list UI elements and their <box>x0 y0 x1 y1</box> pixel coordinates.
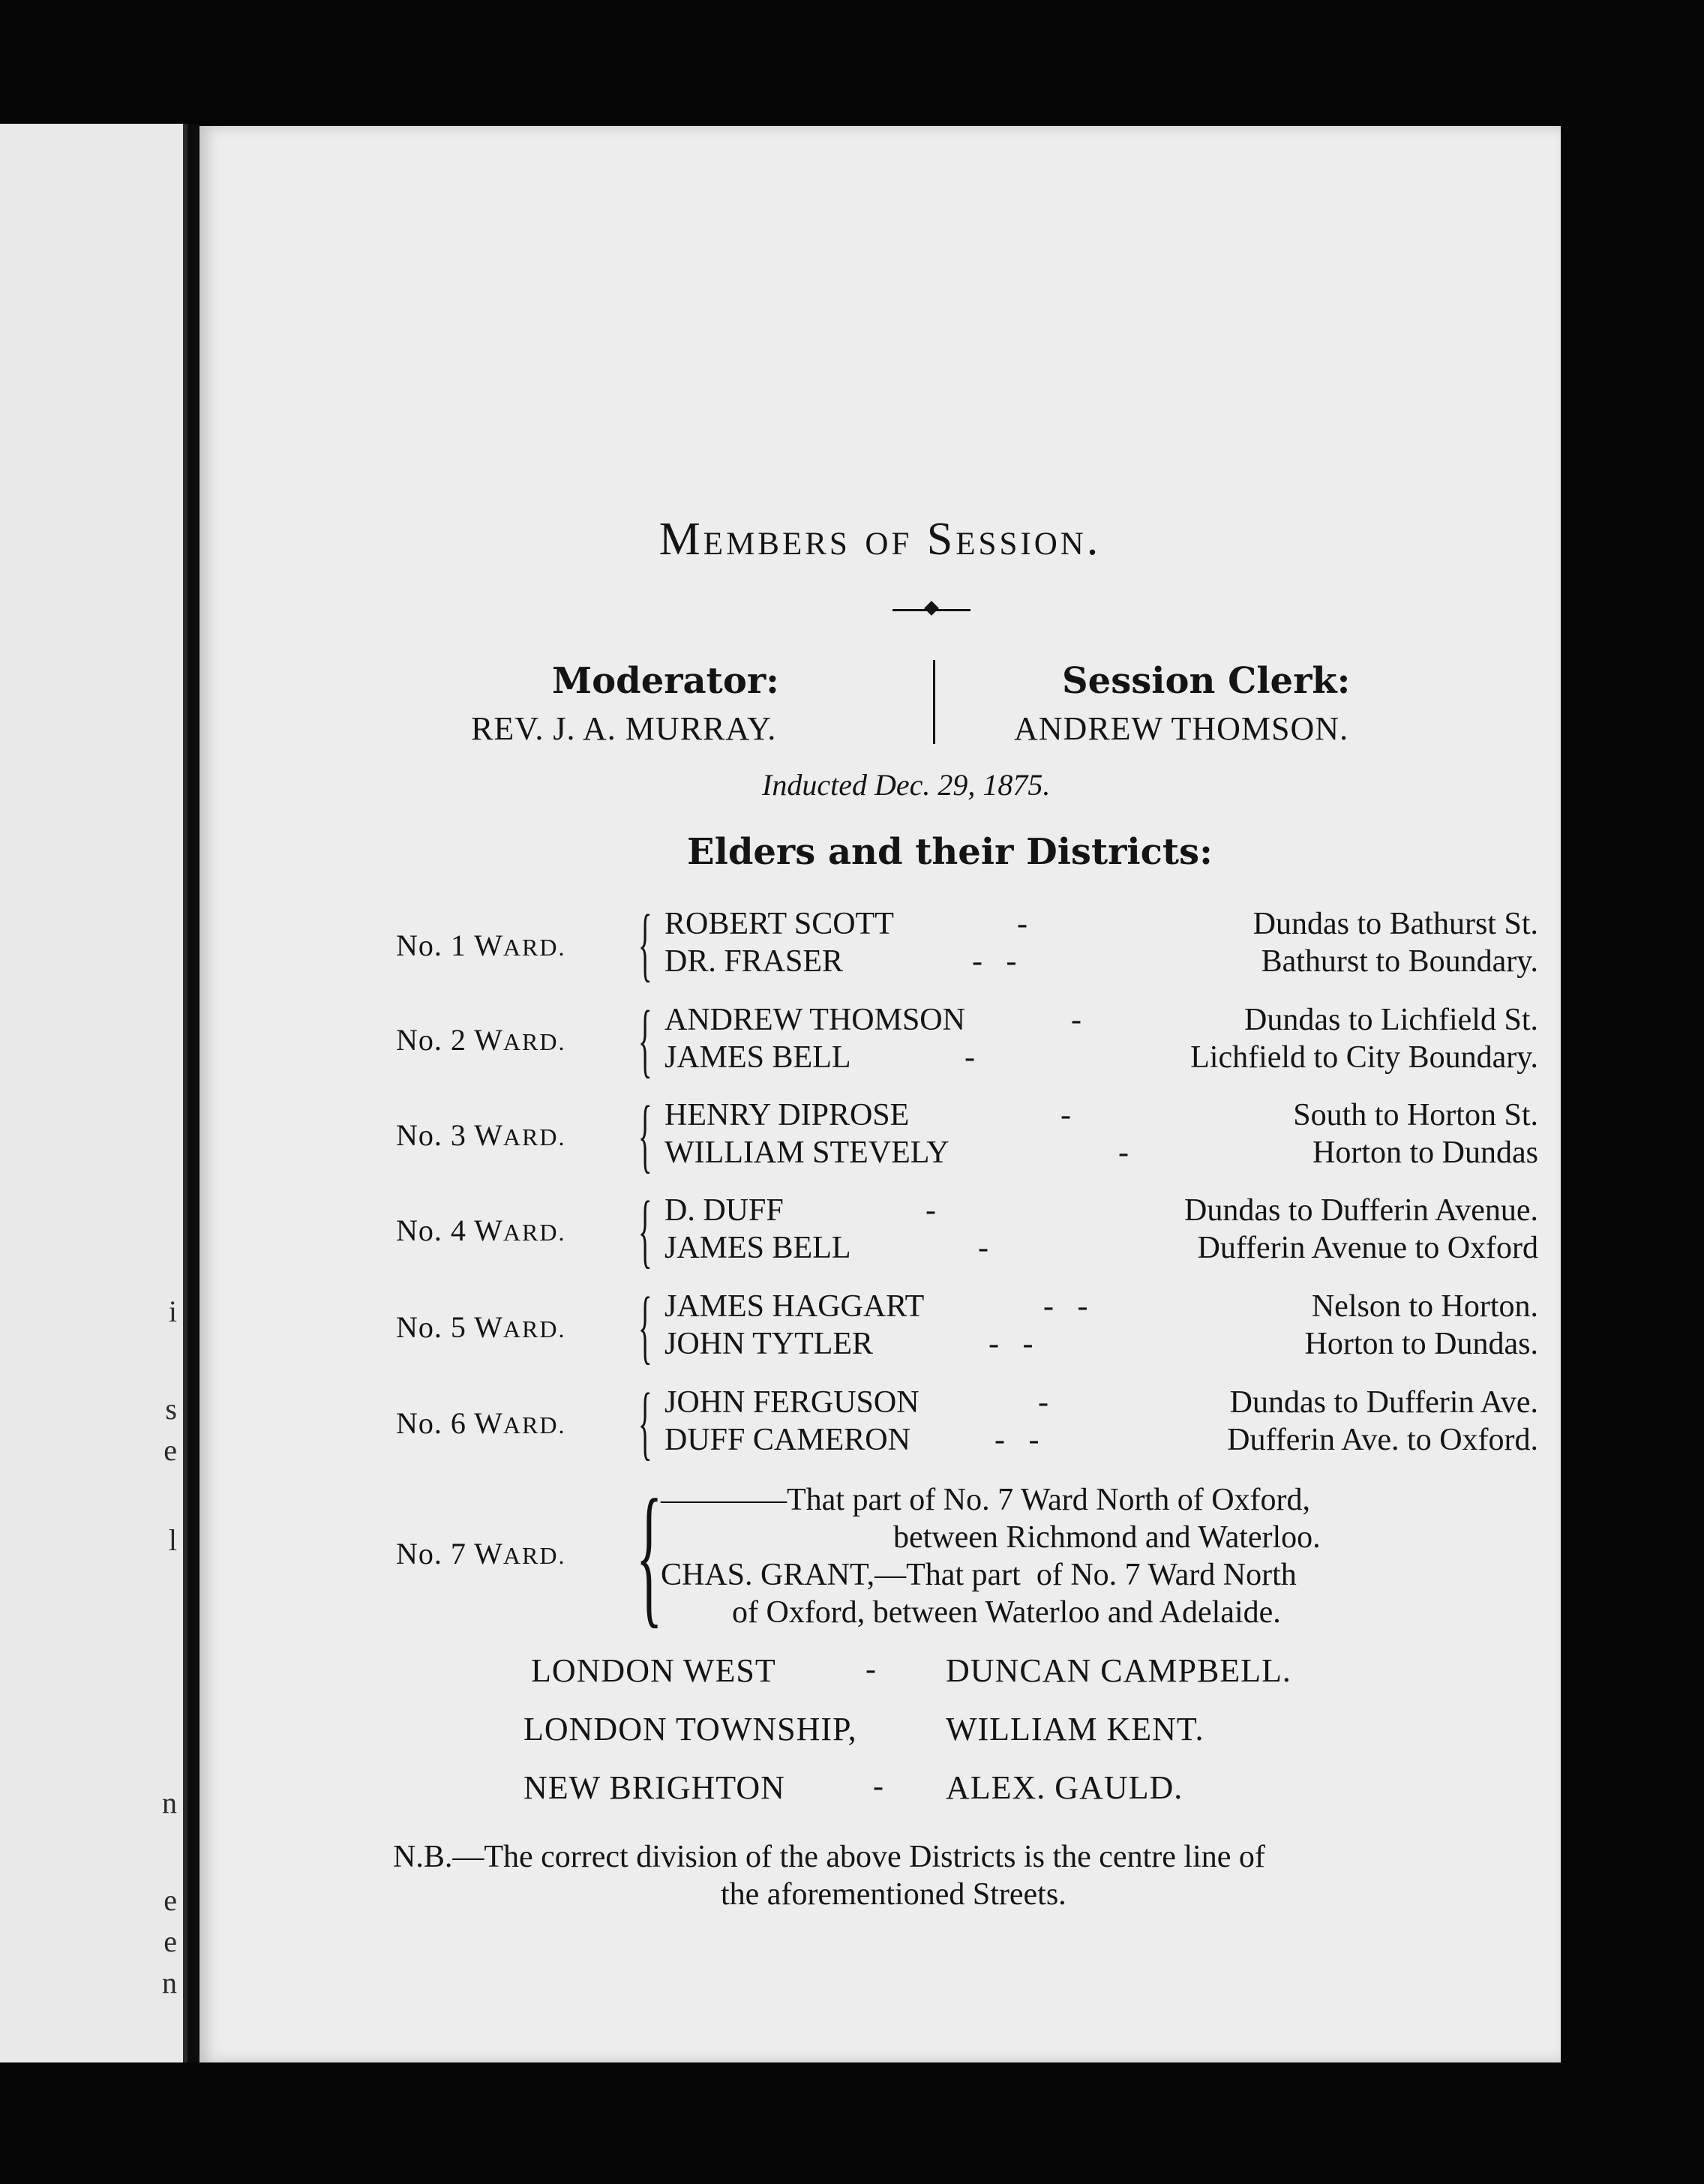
district: Dundas to Dufferin Avenue. <box>1184 1193 1538 1228</box>
district: Dufferin Ave. to Oxford. <box>1227 1423 1538 1457</box>
separator: - <box>866 1652 876 1687</box>
text-fragment: n <box>162 1786 177 1820</box>
footnote: the aforementioned Streets. <box>721 1877 1066 1912</box>
district: Lichfield to City Boundary. <box>1190 1040 1538 1075</box>
separator: - <box>964 1040 975 1075</box>
brace-icon: { <box>638 1376 652 1468</box>
separator: - - <box>988 1327 1034 1361</box>
brace-icon: { <box>638 898 652 989</box>
separator: - <box>1060 1098 1071 1132</box>
ward7-line: CHAS. GRANT,—That part of No. 7 Ward North <box>661 1558 1297 1592</box>
text-fragment: i <box>168 1294 177 1328</box>
moderator-name: REV. J. A. MURRAY. <box>471 710 777 747</box>
separator: - - <box>972 944 1017 979</box>
facing-page <box>0 124 188 2062</box>
text-fragment: e <box>164 1433 177 1467</box>
ward-label: No. 6 WARD. <box>396 1406 566 1440</box>
district: Horton to Dundas. <box>1304 1327 1538 1361</box>
inducted-date: Inducted Dec. 29, 1875. <box>762 768 1051 802</box>
separator: - - <box>1043 1289 1088 1324</box>
ward-label: No. 1 WARD. <box>396 928 566 962</box>
session-clerk-heading: Session Clerk: <box>1062 660 1351 702</box>
elder-name: HENRY DIPROSE <box>664 1098 910 1132</box>
district: Dundas to Lichfield St. <box>1244 1003 1538 1037</box>
brace-icon: { <box>638 1280 652 1372</box>
text-fragment: s <box>165 1392 177 1426</box>
separator: - <box>1118 1136 1129 1170</box>
separator: - <box>978 1231 988 1265</box>
separator: - <box>1038 1385 1048 1420</box>
outer-elder: ALEX. GAULD. <box>946 1769 1184 1806</box>
district: Nelson to Horton. <box>1311 1289 1538 1324</box>
outer-place: LONDON WEST <box>531 1652 776 1689</box>
ward-label: No. 3 WARD. <box>396 1118 566 1152</box>
ward-label: No. 5 WARD. <box>396 1310 566 1344</box>
outer-elder: WILLIAM KENT. <box>946 1711 1204 1748</box>
separator: - <box>1071 1003 1082 1037</box>
elder-name: D. DUFF <box>664 1193 784 1228</box>
document-page <box>200 126 1561 2062</box>
text-fragment: l <box>168 1523 177 1557</box>
elder-name: JOHN FERGUSON <box>664 1385 920 1420</box>
text-fragment: e <box>164 1883 177 1917</box>
separator: - <box>926 1193 936 1228</box>
district: Horton to Dundas <box>1312 1136 1538 1170</box>
elder-name: DR. FRASER <box>664 944 844 979</box>
district: Bathurst to Boundary. <box>1261 944 1538 979</box>
text-fragment: e <box>164 1924 177 1958</box>
elder-name: DUFF CAMERON <box>664 1423 910 1457</box>
ward7-line: between Richmond and Waterloo. <box>893 1520 1321 1555</box>
ward7-line: ————That part of No. 7 Ward North of Oxford, <box>661 1483 1311 1517</box>
separator: - - <box>994 1423 1040 1457</box>
district: South to Horton St. <box>1293 1098 1538 1132</box>
text-fragment: n <box>162 1966 177 2000</box>
elders-heading: Elders and their Districts: <box>687 831 1213 873</box>
column-divider <box>933 660 935 744</box>
moderator-heading: Moderator: <box>552 660 779 702</box>
elder-name: JAMES BELL <box>664 1231 851 1265</box>
district: Dufferin Avenue to Oxford <box>1197 1231 1538 1265</box>
brace-icon: { <box>636 1468 663 1642</box>
ward-label: No. 4 WARD. <box>396 1214 566 1247</box>
elder-name: JAMES BELL <box>664 1040 851 1075</box>
ornament-rule-left <box>892 609 927 611</box>
session-clerk-name: ANDREW THOMSON. <box>1014 710 1349 747</box>
elder-name: ANDREW THOMSON <box>664 1003 965 1037</box>
ward-label: No. 7 WARD. <box>396 1537 566 1570</box>
elder-name: JAMES HAGGART <box>664 1289 925 1324</box>
footnote: N.B.—The correct division of the above Districts is the centre line of <box>393 1840 1265 1874</box>
brace-icon: { <box>638 994 652 1085</box>
ward-label: No. 2 WARD. <box>396 1023 566 1057</box>
district: Dundas to Bathurst St. <box>1252 907 1538 941</box>
outer-elder: DUNCAN CAMPBELL. <box>946 1652 1292 1689</box>
book-gutter <box>188 124 200 2062</box>
page-title: Members of Session. <box>658 514 1102 565</box>
brace-icon: { <box>638 1089 652 1180</box>
elder-name: JOHN TYTLER <box>664 1327 874 1361</box>
ornament-diamond <box>924 601 939 616</box>
separator: - <box>873 1769 884 1804</box>
brace-icon: { <box>638 1184 652 1276</box>
ward7-line: of Oxford, between Waterloo and Adelaide. <box>732 1595 1281 1630</box>
ornament-rule-right <box>936 609 970 611</box>
elder-name: WILLIAM STEVELY <box>664 1136 950 1170</box>
separator: - <box>1017 907 1028 941</box>
district: Dundas to Dufferin Ave. <box>1229 1385 1538 1420</box>
outer-place: NEW BRIGHTON <box>524 1769 785 1806</box>
outer-place: LONDON TOWNSHIP, <box>524 1711 857 1748</box>
elder-name: ROBERT SCOTT <box>664 907 894 941</box>
